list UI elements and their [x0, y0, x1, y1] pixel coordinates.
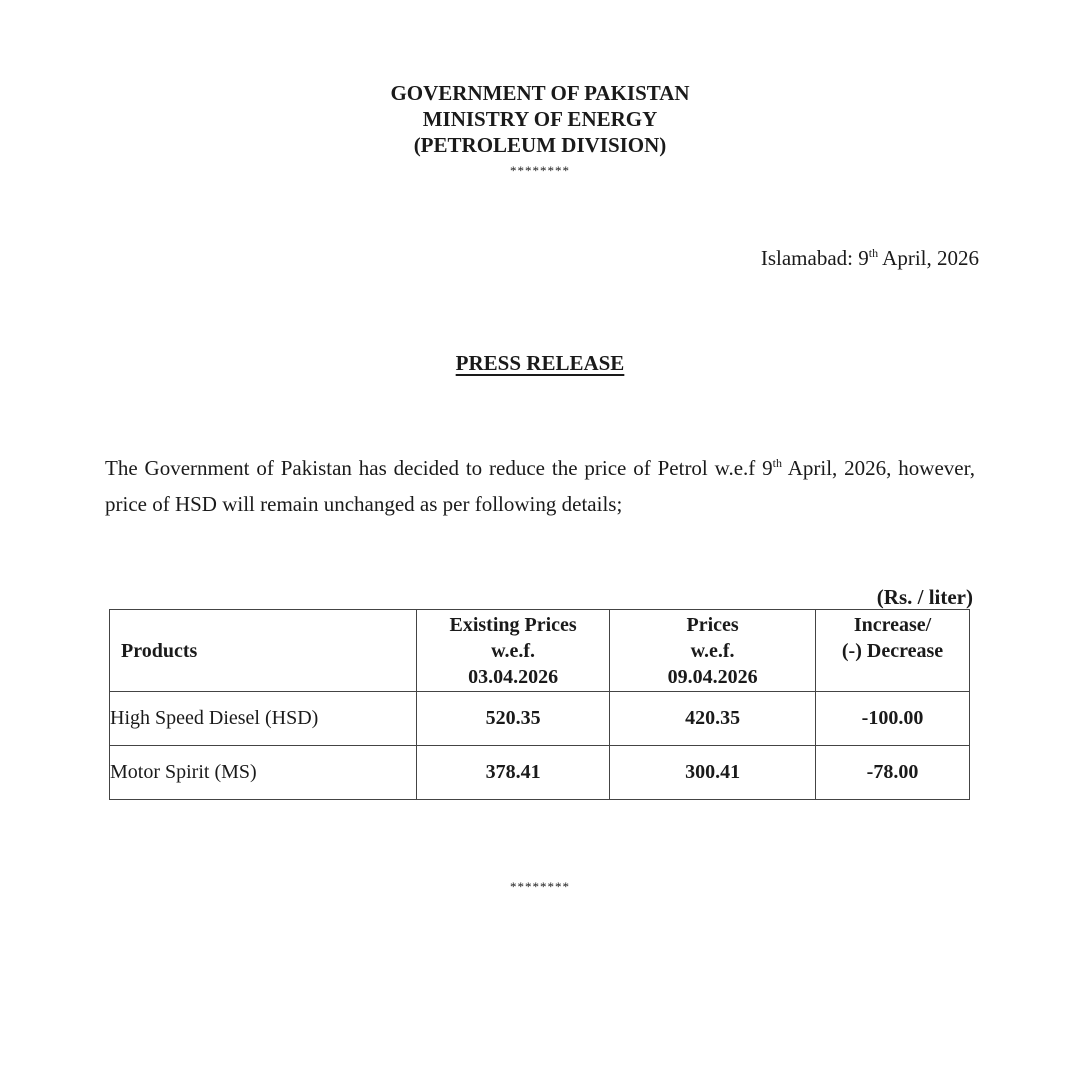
header-change	[816, 610, 970, 692]
unit-label: (Rs. / liter)	[876, 585, 973, 609]
header-new-line1: Prices	[686, 613, 739, 636]
dateline-ordinal: th	[868, 246, 879, 260]
header-new-prices	[610, 610, 816, 692]
row-change: -100.00	[816, 692, 970, 746]
page-title	[0, 350, 1080, 376]
header-change-line2: (-) Decrease	[841, 639, 944, 662]
body-paragraph	[105, 450, 975, 522]
bottom-separator: ********	[510, 879, 570, 894]
header-change-line1: Increase/	[853, 613, 932, 636]
top-separator: ********	[510, 163, 570, 178]
header-existing-prices	[417, 610, 610, 692]
letterhead-government: GOVERNMENT OF PAKISTAN	[390, 81, 690, 105]
table-row	[110, 692, 970, 746]
dateline-place: Islamabad: 9	[760, 246, 869, 270]
header-new-line3: 09.04.2026	[667, 665, 758, 688]
row-new-price: 420.35	[610, 692, 816, 746]
price-table	[109, 609, 970, 800]
row-change: -78.00	[816, 746, 970, 800]
header-products: Products	[110, 610, 417, 692]
letterhead-division: (PETROLEUM DIVISION)	[413, 133, 667, 157]
header-existing-line2: w.e.f.	[491, 639, 536, 662]
row-existing-price: 520.35	[417, 692, 610, 746]
row-new-price: 300.41	[610, 746, 816, 800]
row-existing-price: 378.41	[417, 746, 610, 800]
letterhead	[0, 80, 1080, 158]
row-product: Motor Spirit (MS)	[110, 746, 417, 800]
body-text-part1: The Government of Pakistan has decided to reduce the price of Petrol w.e.f 9	[105, 456, 773, 480]
row-product: High Speed Diesel (HSD)	[110, 692, 417, 746]
dateline	[761, 244, 979, 272]
table-row	[110, 746, 970, 800]
header-new-line2: w.e.f.	[690, 639, 735, 662]
dateline-date: April, 2026	[878, 246, 979, 270]
press-release-heading: PRESS RELEASE	[455, 351, 625, 375]
header-existing-line3: 03.04.2026	[468, 665, 559, 688]
header-existing-line1: Existing Prices	[449, 613, 577, 636]
table-header-row	[110, 610, 970, 692]
body-text-part2: April, 2026, however, price of HSD will remain unchanged as per following details;	[105, 456, 975, 516]
body-ordinal: th	[772, 456, 782, 470]
letterhead-ministry: MINISTRY OF ENERGY	[422, 107, 658, 131]
